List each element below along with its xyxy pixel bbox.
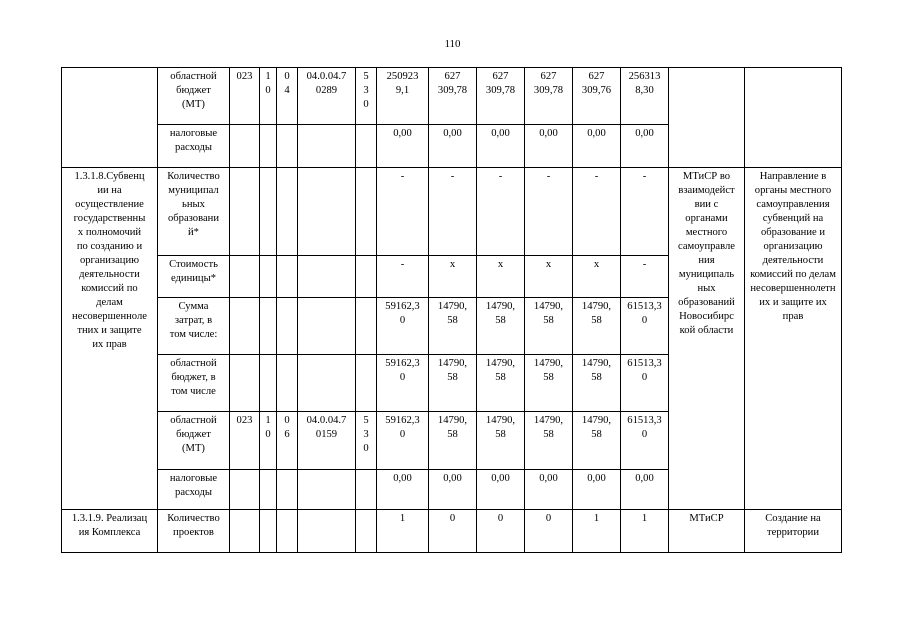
value-cell: 61513,3 0 [621,298,669,355]
value-cell: x [429,256,477,298]
kbk-csr-cell [298,125,356,168]
value-cell: 0,00 [621,470,669,510]
value-cell: 0,00 [477,125,525,168]
kbk-pr-cell [277,168,298,256]
event-name-cell: 1.3.1.9. Реализац ия Комплекса [62,510,158,553]
indicator-cell: Стоимость единицы* [158,256,230,298]
value-cell: 59162,3 0 [377,412,429,470]
value-cell: 0,00 [573,470,621,510]
value-cell: - [573,168,621,256]
value-cell: - [621,168,669,256]
value-cell: 627 309,78 [429,68,477,125]
value-cell: 14790, 58 [525,298,573,355]
value-cell: 14790, 58 [429,412,477,470]
value-cell: 0,00 [477,470,525,510]
kbk-pr-cell [277,125,298,168]
indicator-cell: областной бюджет, в том числе [158,355,230,412]
value-cell: 0 [477,510,525,553]
kbk-rz-cell [260,125,277,168]
value-cell: 0,00 [573,125,621,168]
kbk-vr-cell: 5 3 0 [356,412,377,470]
kbk-pr-cell [277,510,298,553]
value-cell: 1 [621,510,669,553]
program-table [61,67,842,553]
value-cell: 627 309,76 [573,68,621,125]
kbk-csr-cell [298,298,356,355]
kbk-rz-cell: 1 0 [260,68,277,125]
kbk-pr-cell [277,355,298,412]
value-cell: 1 [377,510,429,553]
kbk-vr-cell [356,298,377,355]
kbk-grbs-cell [230,298,260,355]
value-cell: 0,00 [377,125,429,168]
value-cell: 14790, 58 [525,412,573,470]
indicator-cell: налоговые расходы [158,470,230,510]
value-cell: 0,00 [377,470,429,510]
kbk-rz-cell [260,510,277,553]
value-cell: 0,00 [525,125,573,168]
kbk-vr-cell [356,355,377,412]
kbk-vr-cell: 5 3 0 [356,68,377,125]
kbk-grbs-cell [230,125,260,168]
executor-cell [669,68,745,168]
indicator-cell: областной бюджет (МТ) [158,412,230,470]
result-cell: Создание на территории [745,510,842,553]
kbk-pr-cell [277,298,298,355]
event-name-cell: 1.3.1.8.Субвенц ии на осуществление государственны х полномочий по созданию и организацию деятельности комиссий по делам несовершеннолe тних и защите их прав [62,168,158,510]
executor-cell: МТиСР во взаимодейст вии с органами местного самоуправле ния муниципаль ных образований Новосибирс кой области [669,168,745,510]
kbk-csr-cell [298,256,356,298]
kbk-csr-cell [298,355,356,412]
kbk-pr-cell [277,470,298,510]
value-cell: x [573,256,621,298]
value-cell: - [377,256,429,298]
kbk-pr-cell: 0 4 [277,68,298,125]
kbk-vr-cell [356,125,377,168]
kbk-grbs-cell [230,256,260,298]
value-cell: x [525,256,573,298]
indicator-cell: областной бюджет (МТ) [158,68,230,125]
kbk-rz-cell [260,355,277,412]
kbk-grbs-cell [230,355,260,412]
indicator-cell: Количество муниципал ьных образовани й* [158,168,230,256]
value-cell: 59162,3 0 [377,355,429,412]
indicator-cell: налоговые расходы [158,125,230,168]
kbk-csr-cell [298,470,356,510]
value-cell: - [377,168,429,256]
kbk-grbs-cell: 023 [230,68,260,125]
kbk-grbs-cell [230,510,260,553]
kbk-vr-cell [356,510,377,553]
kbk-csr-cell: 04.0.04.7 0289 [298,68,356,125]
value-cell: 59162,3 0 [377,298,429,355]
value-cell: - [477,168,525,256]
table-row [62,510,842,553]
value-cell: 61513,3 0 [621,355,669,412]
kbk-pr-cell [277,256,298,298]
kbk-csr-cell [298,510,356,553]
value-cell: 250923 9,1 [377,68,429,125]
kbk-rz-cell: 1 0 [260,412,277,470]
value-cell: x [477,256,525,298]
kbk-pr-cell: 0 6 [277,412,298,470]
value-cell: 14790, 58 [477,298,525,355]
kbk-vr-cell [356,470,377,510]
value-cell: 14790, 58 [573,355,621,412]
result-cell [745,68,842,168]
kbk-csr-cell: 04.0.04.7 0159 [298,412,356,470]
value-cell: 14790, 58 [573,298,621,355]
result-cell: Направление в органы местного самоуправления субвенций на образование и организацию деятельности комиссий по делам несовершеннолетн их и защите их прав [745,168,842,510]
kbk-vr-cell [356,168,377,256]
value-cell: 0 [429,510,477,553]
value-cell: 256313 8,30 [621,68,669,125]
value-cell: 0,00 [429,470,477,510]
value-cell: 0,00 [429,125,477,168]
value-cell: 14790, 58 [573,412,621,470]
value-cell: 1 [573,510,621,553]
kbk-rz-cell [260,256,277,298]
kbk-rz-cell [260,168,277,256]
kbk-csr-cell [298,168,356,256]
value-cell: 14790, 58 [429,298,477,355]
kbk-grbs-cell [230,168,260,256]
value-cell: 61513,3 0 [621,412,669,470]
value-cell: 14790, 58 [525,355,573,412]
table-row [62,68,842,125]
kbk-rz-cell [260,298,277,355]
value-cell: - [621,256,669,298]
value-cell: 14790, 58 [429,355,477,412]
value-cell: - [525,168,573,256]
event-name-cell [62,68,158,168]
indicator-cell: Сумма затрат, в том числе: [158,298,230,355]
kbk-vr-cell [356,256,377,298]
value-cell: 0,00 [525,470,573,510]
value-cell: 627 309,78 [525,68,573,125]
value-cell: - [429,168,477,256]
page-number: 110 [444,38,461,50]
indicator-cell: Количество проектов [158,510,230,553]
kbk-grbs-cell [230,470,260,510]
kbk-rz-cell [260,470,277,510]
kbk-grbs-cell: 023 [230,412,260,470]
table-row [62,168,842,256]
value-cell: 0 [525,510,573,553]
value-cell: 0,00 [621,125,669,168]
value-cell: 627 309,78 [477,68,525,125]
executor-cell: МТиСР [669,510,745,553]
value-cell: 14790, 58 [477,412,525,470]
value-cell: 14790, 58 [477,355,525,412]
